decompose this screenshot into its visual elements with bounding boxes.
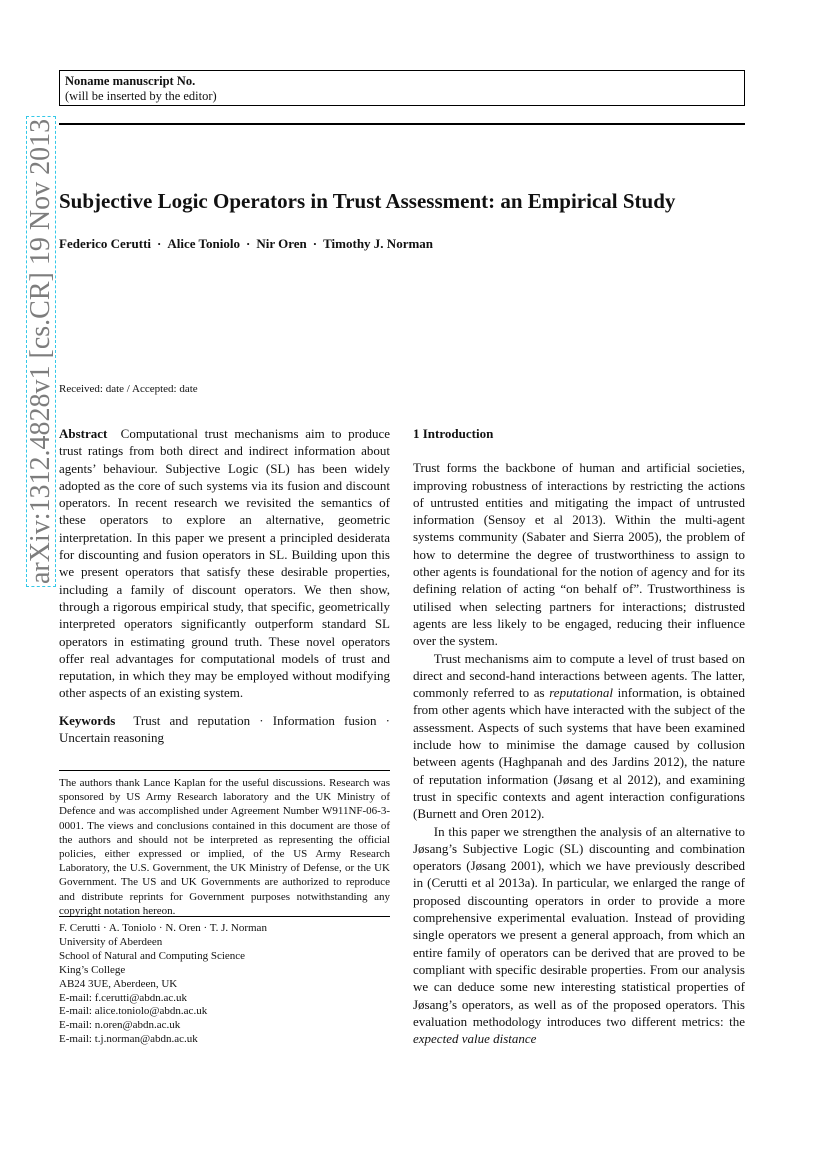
address-rule <box>59 916 390 917</box>
author-name: Alice Toniolo <box>167 236 240 251</box>
author-separator: · <box>157 236 162 251</box>
author-list <box>59 236 749 252</box>
footnote-rule <box>59 770 390 771</box>
right-column <box>413 425 745 1047</box>
author-name: Timothy J. Norman <box>323 236 434 251</box>
acknowledgement-footnote: The authors thank Lance Kaplan for the useful discussions. Research was sponsored by US Army Research laboratory and the UK Ministry of Defence and was accomplished under Agreement Number W911NF-06-3-0001. The views and conclusions contained in this document are those of the authors and should not be interpreted as representing the official policies, either expressed or implied, of the US Army Research Laboratory, the U.S. Government, the UK Ministry of Defense, or the UK Government. The US and UK Governments are authorized to reproduce and distribute reprints for Government purposes notwithstanding any copyright notation hereon. <box>59 777 390 917</box>
abstract <box>59 425 390 702</box>
address-line: University of Aberdeen <box>59 935 163 948</box>
email-line: E-mail: f.cerutti@abdn.ac.uk <box>59 991 188 1004</box>
arxiv-stamp: arXiv:1312.4828v1 [cs.CR] 19 Nov 2013 <box>26 116 56 587</box>
author-name: Federico Cerutti <box>59 236 152 251</box>
author-name: Nir Oren <box>256 236 307 251</box>
intro-paragraph-3 <box>413 823 745 1048</box>
intro-emphasis: expected value distance <box>413 1031 537 1047</box>
header-rule <box>59 123 745 125</box>
section-heading-introduction: 1 Introduction <box>413 426 494 441</box>
intro-text: In this paper we strengthen the analysis of an alternative to Jøsang’s Subjective Logic (SL) discounting and combination operators (Jøsang 2001), which we have previously described in (Cerutti et al 2013a). In particular, we enlarged the range of proposed discounting operators in order to provide a more comprehensive experimental evaluation. Instead of providing single operators we present a general approach, from which an entire family of operators can be derived that are proved to be compliant with specific desirable properties. From our analysis we can deduce some new interesting statistical properties of Jøsang’s operators, as well as of the proposed operators. This evaluation methodology introduces two different metrics: the <box>413 823 745 1029</box>
editor-note-box <box>59 70 745 106</box>
keywords <box>59 712 390 747</box>
keywords-label: Keywords <box>59 712 116 728</box>
intro-emphasis: reputational <box>549 685 614 701</box>
address-line: F. Cerutti · A. Toniolo · N. Oren · T. J. Norman <box>59 922 267 934</box>
address-line: King’s College <box>59 963 126 976</box>
author-separator: · <box>246 236 251 251</box>
paper-title: Subjective Logic Operators in Trust Assessment: an Empirical Study <box>59 189 676 213</box>
author-addresses <box>59 922 390 1047</box>
left-column <box>59 425 390 746</box>
intro-text: Trust mechanisms aim to compute a level of trust based on direct and second-hand interactions between agents. The latter, commonly referred to as <box>413 650 745 701</box>
editor-placeholder: (will be inserted by the editor) <box>65 89 217 103</box>
author-separator: · <box>312 236 318 251</box>
received-accepted-line: Received: date / Accepted: date <box>59 383 198 395</box>
abstract-text: Computational trust mechanisms aim to produce trust ratings from both direct and indirect information about agents’ behaviour. Subjective Logic (SL) has been widely adopted as the core of such systems via its fusion and discount operators. In recent research we revisited the semantics of these operators to explore an alternative, geometric interpretation. In this paper we present a principled desiderata for discounting and fusion operators in SL. Building upon this we present operators that satisfy these desirable properties, including a family of discount operators. We then show, through a rigorous empirical study, that specific, geometrically interpreted operators significantly outperform standard SL operators in estimating ground truth. These novel operators offer real advantages for computational models of trust and reputation, in which they may be employed without modifying other aspects of an existing system. <box>59 426 390 701</box>
intro-paragraph-2 <box>413 650 745 823</box>
address-line: School of Natural and Computing Science <box>59 949 246 962</box>
manuscript-number: Noname manuscript No. <box>65 74 196 88</box>
email-line: E-mail: t.j.norman@abdn.ac.uk <box>59 1033 198 1046</box>
intro-text: information, is obtained from other agents which have interacted with the subject of the assessment. Aspects of such systems that have been examined include how to minimise the damage caused by collusion between agents (Haghpanah and des Jardins 2012), the nature of reputation information (Jøsang et al 2012), and examining trust in specific contexts and agent interaction configurations (Burnett and Oren 2012). <box>413 685 745 822</box>
keywords-text: Trust and reputation · Information fusion · Uncertain reasoning <box>59 712 390 746</box>
email-line: E-mail: n.oren@abdn.ac.uk <box>59 1019 181 1032</box>
abstract-label: Abstract <box>59 426 108 441</box>
intro-paragraph-1: Trust forms the backbone of human and artificial societies, improving robustness of interactions by restricting the actions of untrusted entities and mitigating the impact of untrusted information (Sensoy et al 2013). Within the multi-agent systems community (Sabater and Sierra 2005), the problem of how to determine the degree of trustworthiness to assign to other agents is foundational for the notion of agency and for its defining relation of acting “on behalf of”. Trustworthiness is utilised when selecting partners for interactions; distrusted agents are less likely to be engaged, reducing their influence over the system. <box>413 460 745 649</box>
address-line: AB24 3UE, Aberdeen, UK <box>59 977 178 990</box>
email-line: E-mail: alice.toniolo@abdn.ac.uk <box>59 1005 208 1018</box>
